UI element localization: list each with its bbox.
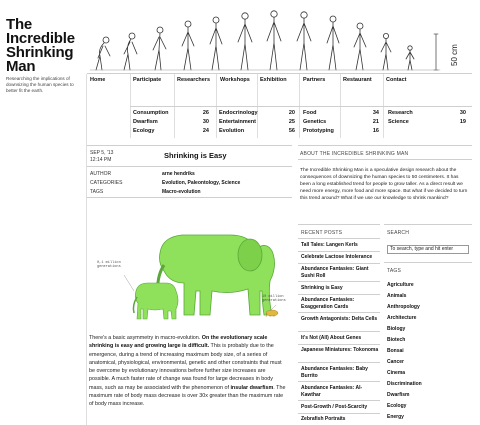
post-body — [89, 334, 287, 409]
body-text-1: There's a basic asymmetry in macro-evolution. — [89, 335, 202, 341]
tag-link[interactable]: Biotech — [387, 337, 406, 343]
figure-ape-1 — [96, 37, 110, 70]
tag-link[interactable]: Biology — [387, 326, 406, 332]
category-count: 26 — [202, 110, 209, 116]
nav-participate[interactable]: Participate — [133, 77, 162, 83]
post-tags-link[interactable]: Macro-evolution — [162, 189, 201, 195]
tags-heading: TAGS — [387, 268, 402, 274]
recent-divider — [298, 294, 380, 295]
evolution-shrinking-illustration — [88, 4, 472, 74]
search-heading: SEARCH — [387, 230, 410, 236]
recent-divider — [298, 362, 380, 363]
recent-divider — [298, 312, 380, 313]
recent-post-link[interactable]: Post-Growth / Post-Scarcity — [301, 404, 368, 410]
category-count: 24 — [202, 128, 209, 134]
figure-label-right-line: generations — [262, 299, 286, 304]
recent-posts-heading: RECENT POSTS — [301, 230, 343, 236]
category-endocrinology[interactable]: Endocrinology — [219, 110, 258, 116]
recent-post-link[interactable]: Abundance Fantasies: Baby Burrito — [301, 366, 368, 379]
figure-ape-2 — [124, 33, 137, 70]
category-count: 19 — [459, 119, 466, 125]
scale-label: 50 cm — [450, 44, 459, 66]
category-evolution[interactable]: Evolution — [219, 128, 245, 134]
recent-divider — [298, 263, 380, 264]
post-top-rule — [87, 145, 292, 146]
category-count: 21 — [372, 119, 379, 125]
nav-home[interactable]: Home — [90, 77, 106, 83]
site-title-line: Man — [6, 58, 36, 75]
figure-human-1 — [210, 17, 222, 70]
elephant-dwarfism-figure — [100, 225, 290, 325]
figure-human-8 — [406, 46, 414, 70]
category-food[interactable]: Food — [303, 110, 317, 116]
author-label: AUTHOR — [90, 171, 112, 177]
small-elephant — [133, 283, 178, 319]
recent-post-link[interactable]: Shrinking is Easy — [301, 285, 343, 291]
post-categories-links[interactable]: Evolution, Paleontology, Science — [162, 180, 241, 186]
tag-link[interactable]: Architecture — [387, 315, 417, 321]
body-bold-1: On the evolutionary scale shrinking is easy and growing large is difficult. — [89, 335, 268, 350]
tag-link[interactable]: Anthropology — [387, 304, 420, 310]
category-count: 30 — [459, 110, 466, 116]
about-heading: ABOUT THE INCREDIBLE SHRINKING MAN — [300, 151, 409, 157]
tiny-elephant — [266, 310, 278, 317]
meta-bottom-rule — [87, 197, 292, 198]
category-count: 30 — [202, 119, 209, 125]
nav-top-rule — [87, 73, 472, 74]
site-title-line: Incredible — [6, 30, 75, 47]
search-input[interactable]: To search, type and hit enter — [387, 245, 469, 254]
category-genetics[interactable]: Genetics — [303, 119, 327, 125]
figure-label-left-line: generations — [97, 265, 121, 270]
recent-divider — [298, 281, 380, 282]
column-divider — [86, 74, 87, 425]
site-title[interactable] — [6, 18, 75, 74]
figure-label-left-line: 0,1 million — [97, 261, 121, 265]
post-date — [90, 150, 140, 164]
post-title[interactable]: Shrinking is Easy — [164, 151, 227, 160]
post-date-day: SEP 5, '13 — [90, 150, 114, 156]
figure-human-5 — [327, 16, 339, 70]
insular-dwarfism-link[interactable]: insular dwarfism — [230, 384, 274, 391]
category-research[interactable]: Research — [388, 110, 413, 116]
recent-divider — [298, 344, 380, 345]
figure-human-2 — [238, 13, 252, 70]
post-date-time: 12:14 PM — [90, 157, 112, 163]
category-consumption[interactable]: Consumption — [133, 110, 169, 116]
recent-post-link[interactable]: Japanese Miniatures: Tokonoma — [301, 347, 379, 353]
site-title-line: The — [6, 16, 33, 33]
recent-divider — [298, 400, 380, 401]
recent-post-link[interactable]: Tall Tales: Langen Kerls — [301, 242, 358, 248]
figure-hominid-2 — [182, 21, 194, 70]
category-count: 56 — [288, 128, 295, 134]
author-link[interactable]: arne hendriks — [162, 171, 195, 177]
nav-partners[interactable]: Partners — [303, 77, 326, 83]
tag-link[interactable]: Animals — [387, 293, 407, 299]
tag-link[interactable]: Agriculture — [387, 282, 414, 288]
categories-label: CATEGORIES — [90, 180, 123, 186]
site-title-line: Shrinking — [6, 44, 74, 61]
recent-post-link[interactable]: Abundance Fantasies: Giant Sushi Roll — [301, 266, 369, 279]
figure-label-right — [262, 295, 286, 303]
tags-top-rule — [384, 262, 472, 263]
figure-hominid-1 — [153, 27, 166, 70]
about-top-rule — [298, 145, 472, 146]
category-count: 25 — [288, 119, 295, 125]
recent-divider — [298, 251, 380, 252]
recent-top-rule — [298, 224, 380, 225]
nav-exhibition[interactable]: Exhibition — [260, 77, 287, 83]
recent-divider — [298, 331, 380, 332]
tag-link[interactable]: Discrimination — [387, 381, 422, 387]
figure-human-7 — [381, 33, 391, 70]
tag-link[interactable]: Energy — [387, 414, 404, 420]
figure-label-left — [97, 261, 121, 269]
figure-human-3 — [267, 11, 281, 70]
search-top-rule — [384, 224, 472, 225]
about-text: The Incredible Shrinking Man is a speculative design research about the consequences of downsizing the human species to 50 centimeters. It has been a long established trend for people to grow taller. As a direct result we need more energy, more food and more space. But what if we decided to turn this trend around? What if we use our knowledge to shrink mankind? — [300, 168, 468, 201]
nav-researchers[interactable]: Researchers — [177, 77, 211, 83]
tag-link[interactable]: Bonsai — [387, 348, 404, 354]
category-count: 16 — [372, 128, 379, 134]
category-ecology[interactable]: Ecology — [133, 128, 155, 134]
about-head-rule — [298, 159, 472, 160]
category-dwarfism[interactable]: Dwarfism — [133, 119, 158, 125]
recent-post-link[interactable]: It's Not (All) About Genes — [301, 335, 362, 341]
tags-label: TAGS — [90, 189, 104, 195]
recent-divider — [298, 381, 380, 382]
category-count: 20 — [288, 110, 295, 116]
post-meta-rule — [87, 166, 292, 167]
figure-label-right-line: 10 million — [262, 295, 284, 299]
recent-post-link[interactable]: Abundance Fantasies: Al-Kawthar — [301, 385, 363, 398]
tag-link[interactable]: Dwarfism — [387, 392, 410, 398]
body-text-2: This is probably due to the emergence, during a trend of increasing maximum body size, of a series of anatomical, physiological, environmental, genetic and other constraints that must be overcome by evolutionary innovations before further size increases are possible. A much faster rate of change was found for large decreases in body mass, such as may be associated with the phenomenon of — [89, 343, 282, 391]
recent-post-link[interactable]: Zebrafish Portraits — [301, 416, 346, 422]
figure-human-6 — [354, 23, 366, 70]
recent-post-link[interactable]: Celebrate Lactose Intolerance — [301, 254, 373, 260]
tag-link[interactable]: Cinema — [387, 370, 406, 376]
category-entertainment[interactable]: Entertainment — [219, 119, 256, 125]
recent-head-rule — [298, 238, 380, 239]
recent-post-link[interactable]: Abundance Fantasies: Exaggeration Cards — [301, 297, 355, 310]
site-tagline: Researching the implications of downsizing the human species to better fit the earth. — [6, 76, 74, 93]
nav-workshops[interactable]: Workshops — [220, 77, 250, 83]
category-science[interactable]: Science — [388, 119, 409, 125]
tag-link[interactable]: Ecology — [387, 403, 407, 409]
recent-post-link[interactable]: Growth Antagonists: Delta Cells — [301, 316, 378, 322]
tag-link[interactable]: Cancer — [387, 359, 404, 365]
nav-contact[interactable]: Contact — [386, 77, 407, 83]
nav-restaurant[interactable]: Restaurant — [343, 77, 372, 83]
categories-top-rule — [130, 106, 472, 107]
body-text-3: . The maximum rate of body mass decrease is over 30x greater than the maximum rate of body mass increase. — [89, 384, 286, 408]
figure-human-4 — [297, 12, 311, 70]
recent-divider — [298, 413, 380, 414]
category-prototyping[interactable]: Prototyping — [303, 128, 334, 134]
category-count: 34 — [372, 110, 379, 116]
